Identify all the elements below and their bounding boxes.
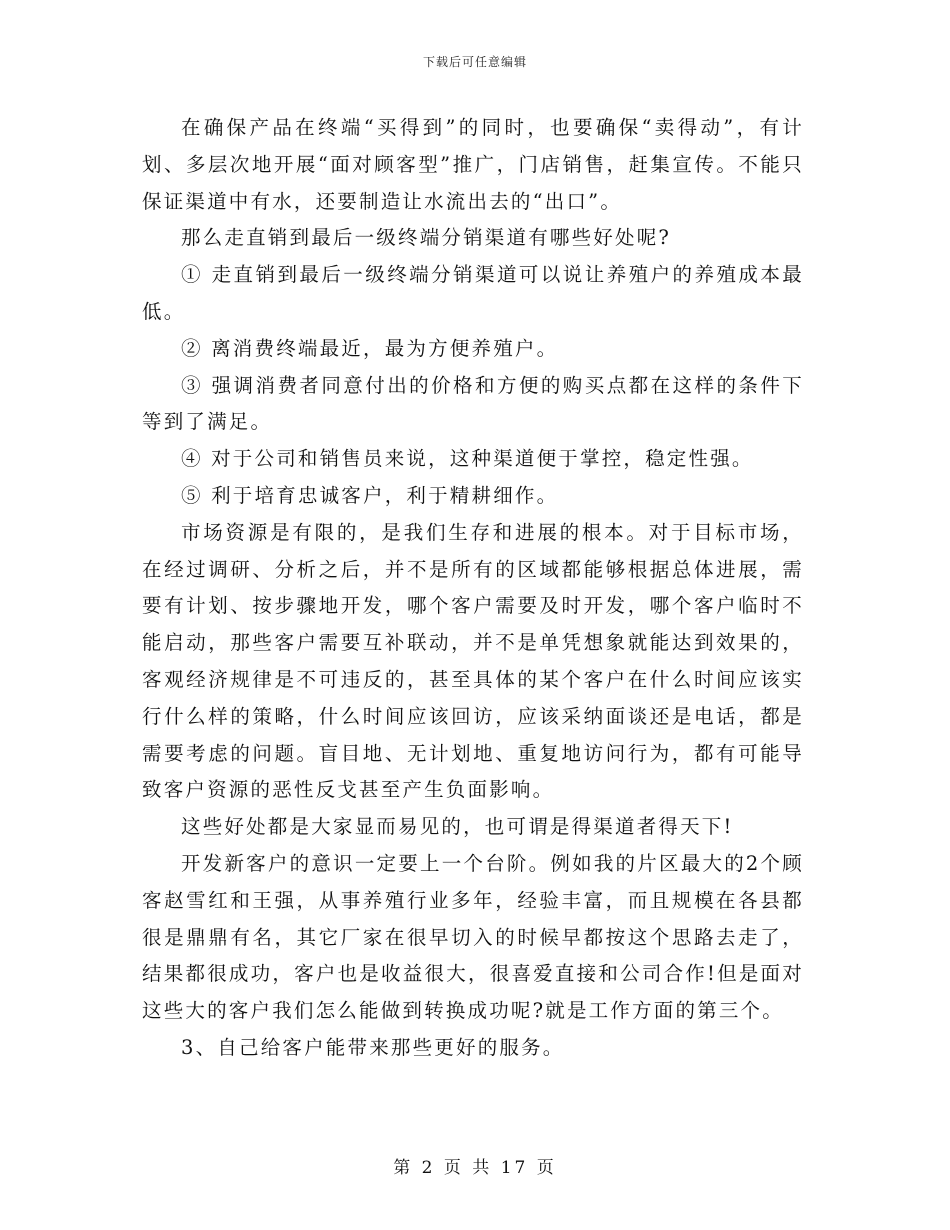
- paragraph-5: ③ 强调消费者同意付出的价格和方便的购买点都在这样的条件下等到了满足。: [142, 373, 804, 434]
- paragraph-3: ① 走直销到最后一级终端分销渠道可以说让养殖户的养殖成本最低。: [142, 263, 804, 323]
- paragraph-9: 这些好处都是大家显而易见的，也可谓是得渠道者得天下!: [181, 815, 734, 839]
- paragraph-7: ⑤ 利于培育忠诚客户，利于精耕细作。: [181, 483, 559, 507]
- paragraph-6: ④ 对于公司和销售员来说，这种渠道便于掌控，稳定性强。: [181, 447, 754, 471]
- paragraph-2: 那么走直销到最后一级终端分销渠道有哪些好处呢?: [181, 226, 672, 250]
- page-footer: 第 2 页 共 17 页: [393, 1158, 557, 1178]
- document-body: [142, 110, 804, 1067]
- paragraph-11: 3、自己给客户能带来那些更好的服务。: [181, 1035, 565, 1059]
- page-header: 下载后可任意编辑: [422, 55, 527, 69]
- paragraph-4: ② 离消费终端最近，最为方便养殖户。: [181, 336, 559, 360]
- paragraph-8: 市场资源是有限的，是我们生存和进展的根本。对于目标市场，在经过调研、分析之后，并不是所有的区域都能够根据总体进展，需要有计划、按步骤地开发，哪个客户需要及时开发，哪个客户临时不能启动，那些客户需要互补联动，并不是单凭想象就能达到效果的，客观经济规律是不可违反的，甚至具体的某个客户在什么时间应该实行什么样的策略，什么时间应该回访，应该采纳面谈还是电话，都是需要考虑的问题。盲目地、无计划地、重复地访问行为，都有可能导致客户资源的恶性反戈甚至产生负面影响。: [142, 520, 804, 802]
- paragraph-1: 在确保产品在终端“买得到”的同时，也要确保“卖得动”，有计划、多层次地开展“面对顾客型”推广，门店销售，赶集宣传。不能只保证渠道中有水，还要制造让水流出去的“出口”。: [142, 116, 804, 213]
- paragraph-10: 开发新客户的意识一定要上一个台阶。例如我的片区最大的2个顾客赵雪红和王强，从事养殖行业多年，经验丰富，而且规模在各县都很是鼎鼎有名，其它厂家在很早切入的时候早都按这个思路去走了，结果都很成功，客户也是收益很大，很喜爱直接和公司合作!但是面对这些大的客户我们怎么能做到转换成功呢?就是工作方面的第三个。: [142, 851, 804, 1023]
